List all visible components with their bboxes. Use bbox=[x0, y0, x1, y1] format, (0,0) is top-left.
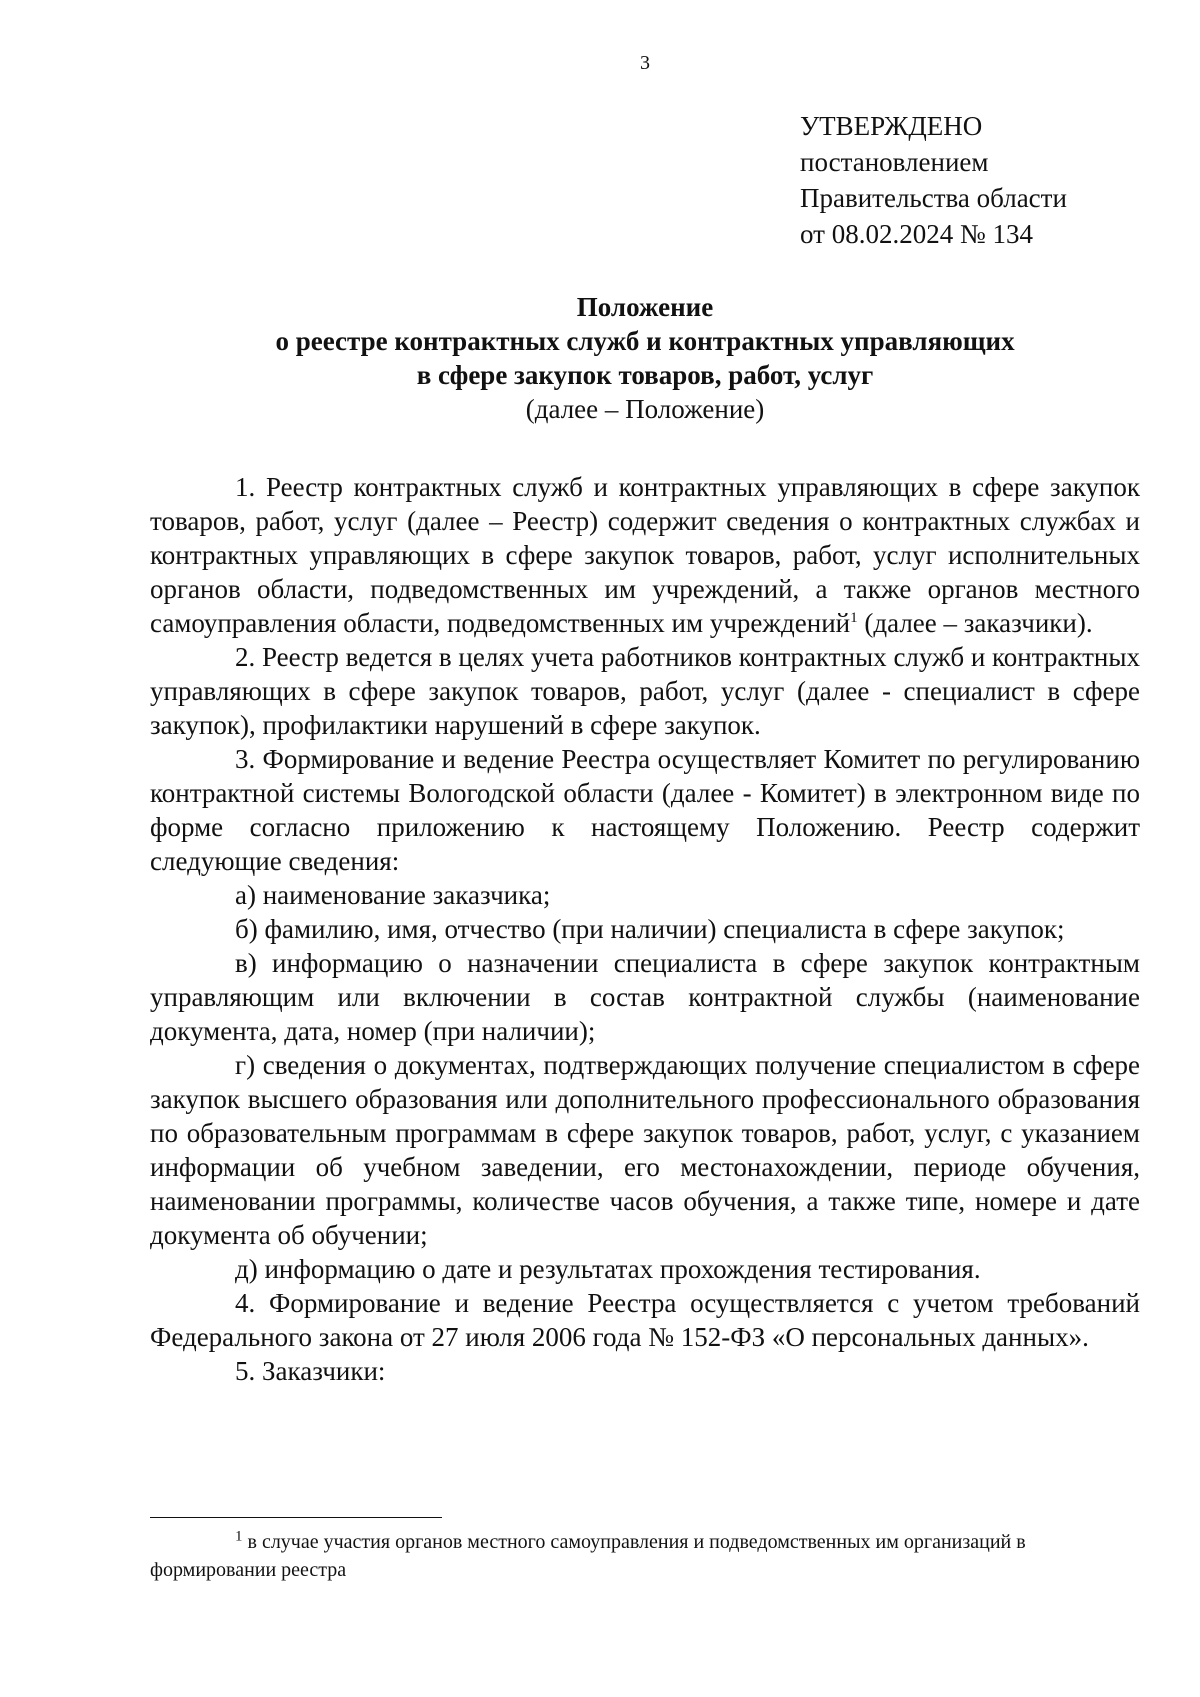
paragraph-1 bbox=[150, 470, 1140, 640]
footnote-marker: 1 bbox=[235, 1528, 243, 1545]
list-item-g: г) сведения о документах, подтверждающих получение специалистом в сфере закупок высшего образования или дополнительного профессионального образования по образовательным программам в сфере закупок товаров, работ, услуг, с указанием информации об учебном заведении, его местонахождении, периоде обучения, наименовании программы, количестве часов обучения, а также типе, номере и дате документа об обучении; bbox=[150, 1050, 1140, 1250]
title-subtitle: (далее – Положение) bbox=[525, 394, 765, 424]
paragraph-3: 3. Формирование и ведение Реестра осуществляет Комитет по регулированию контрактной системы Вологодской области (далее - Комитет) в электронном виде по форме согласно приложению к настоящему Положению. Реестр содержит следующие сведения: bbox=[150, 744, 1140, 876]
list-item-a: а) наименование заказчика; bbox=[235, 880, 551, 910]
paragraph-2: 2. Реестр ведется в целях учета работников контрактных служб и контрактных управляющих в сфере закупок товаров, работ, услуг (далее - специалист в сфере закупок), профилактики нарушений в сфере закупок. bbox=[150, 642, 1140, 740]
approval-line: Правительства области bbox=[800, 183, 1067, 213]
document-body bbox=[150, 470, 1140, 1388]
page-number: 3 bbox=[640, 52, 650, 74]
list-item-b: б) фамилию, имя, отчество (при наличии) специалиста в сфере закупок; bbox=[235, 914, 1065, 944]
title-line: о реестре контрактных служб и контрактных управляющих bbox=[275, 326, 1015, 356]
footnote-text: в случае участия органов местного самоуправления и подведомственных им организаций в формировании реестра bbox=[150, 1531, 1026, 1581]
title-line: Положение bbox=[576, 292, 714, 322]
list-item-v: в) информацию о назначении специалиста в сфере закупок контрактным управляющим или включении в состав контрактной службы (наименование документа, дата, номер (при наличии); bbox=[150, 948, 1140, 1046]
approval-date-number: от 08.02.2024 № 134 bbox=[800, 219, 1033, 249]
paragraph-1-text: 1. Реестр контрактных служб и контрактных управляющих в сфере закупок товаров, работ, услуг (далее – Реестр) содержит сведения о контрактных службах и контрактных управляющих в сфере закупок товаров, работ, услуг исполнительных органов области, подведомственных им учреждений, а также органов местного самоуправления области, подведомственных им учреждений bbox=[150, 472, 1140, 638]
list-item-d: д) информацию о дате и результатах прохождения тестирования. bbox=[235, 1254, 981, 1284]
approval-line: постановлением bbox=[800, 147, 989, 177]
title-line: в сфере закупок товаров, работ, услуг bbox=[416, 360, 874, 390]
approval-heading: УТВЕРЖДЕНО bbox=[800, 111, 983, 141]
footnote-ref: 1 bbox=[850, 610, 858, 626]
footnote-divider bbox=[150, 1517, 442, 1518]
paragraph-1-tail: (далее – заказчики). bbox=[864, 608, 1093, 638]
document-title bbox=[150, 290, 1140, 426]
paragraph-5: 5. Заказчики: bbox=[235, 1356, 386, 1386]
approval-stamp bbox=[800, 108, 1067, 252]
paragraph-4: 4. Формирование и ведение Реестра осуществляется с учетом требований Федерального закона от 27 июля 2006 года № 152-ФЗ «О персональных данных». bbox=[150, 1288, 1140, 1352]
footnote bbox=[150, 1528, 1140, 1584]
